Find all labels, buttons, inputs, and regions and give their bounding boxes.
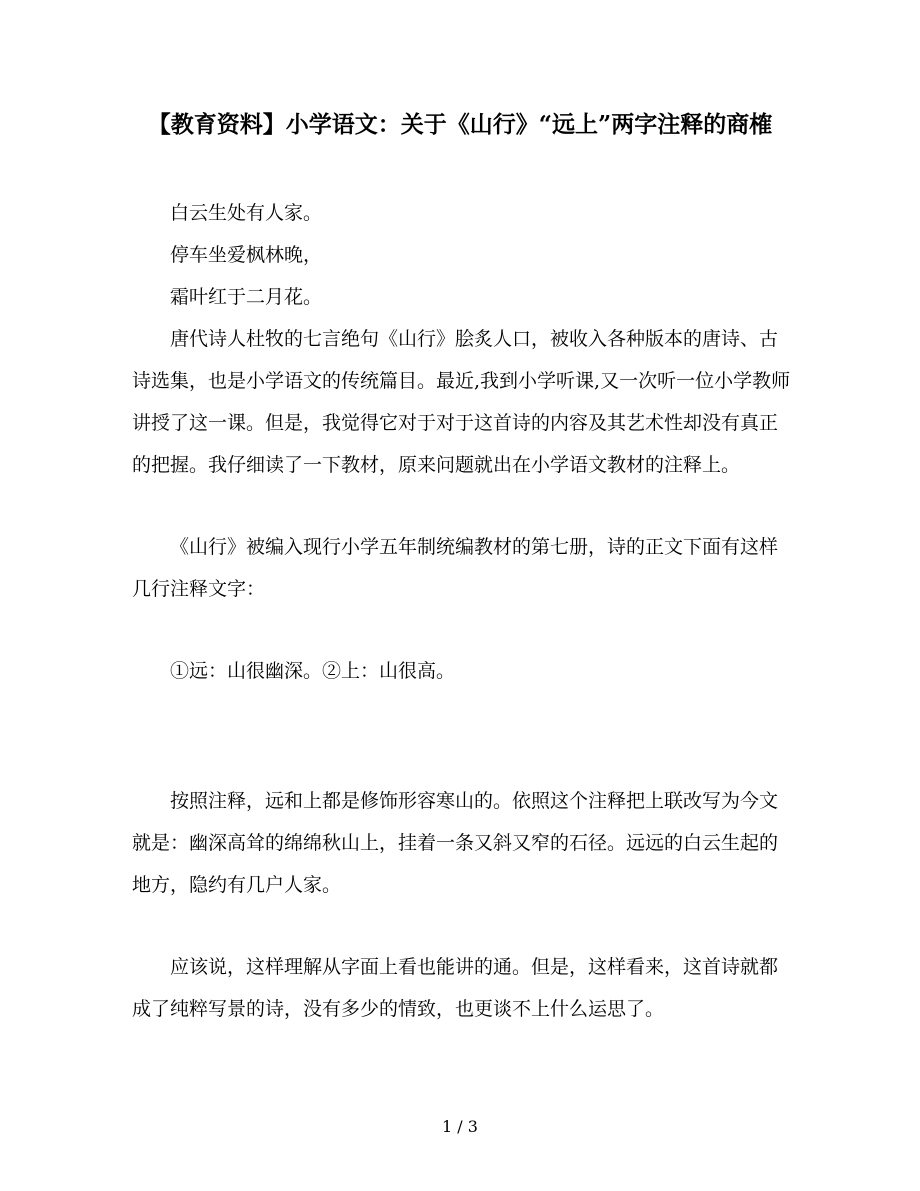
- poem-line: 霜叶红于二月花。: [170, 286, 323, 308]
- poem-line: 白云生处有人家。: [170, 202, 323, 224]
- body-paragraph: 唐代诗人杜牧的七言绝句《山行》脍炙人口，被收入各种版本的唐诗、古诗选集，也是小学语文的传统篇目。最近,我到小学听课,又一次听一位小学教师讲授了这一课。但是，我觉得它对于对于这首诗的内容及其艺术性却没有真正的把握。我仔细读了一下教材，原来问题就出在小学语文教材的注释上。: [132, 328, 791, 476]
- paragraph-spacer: [132, 906, 792, 946]
- document-body: [132, 192, 792, 1030]
- body-paragraph: 应该说，这样理解从字面上看也能讲的通。但是，这样看来，这首诗就都成了纯粹写景的诗，没有多少的情致，也更谈不上什么运思了。: [132, 956, 779, 1020]
- annotation-paragraph: ①远：山很幽深。②上：山很高。: [170, 660, 456, 682]
- body-paragraph: 《山行》被编入现行小学五年制统编教材的第七册，诗的正文下面有这样几行注释文字：: [132, 536, 779, 600]
- poem-line: 停车坐爱枫林晚，: [170, 244, 323, 266]
- paragraph-spacer: [132, 486, 792, 526]
- paragraph-spacer: [132, 692, 792, 780]
- page-number: 1 / 3: [442, 1117, 478, 1136]
- paragraph-spacer: [132, 610, 792, 650]
- body-paragraph: 按照注释，远和上都是修饰形容寒山的。依照这个注释把上联改写为今文就是：幽深高耸的绵绵秋山上，挂着一条又斜又窄的石径。远远的白云生起的地方，隐约有几户人家。: [132, 790, 779, 896]
- document-title: 【教育资料】小学语文：关于《山行》“远上”两字注释的商榷: [147, 111, 773, 138]
